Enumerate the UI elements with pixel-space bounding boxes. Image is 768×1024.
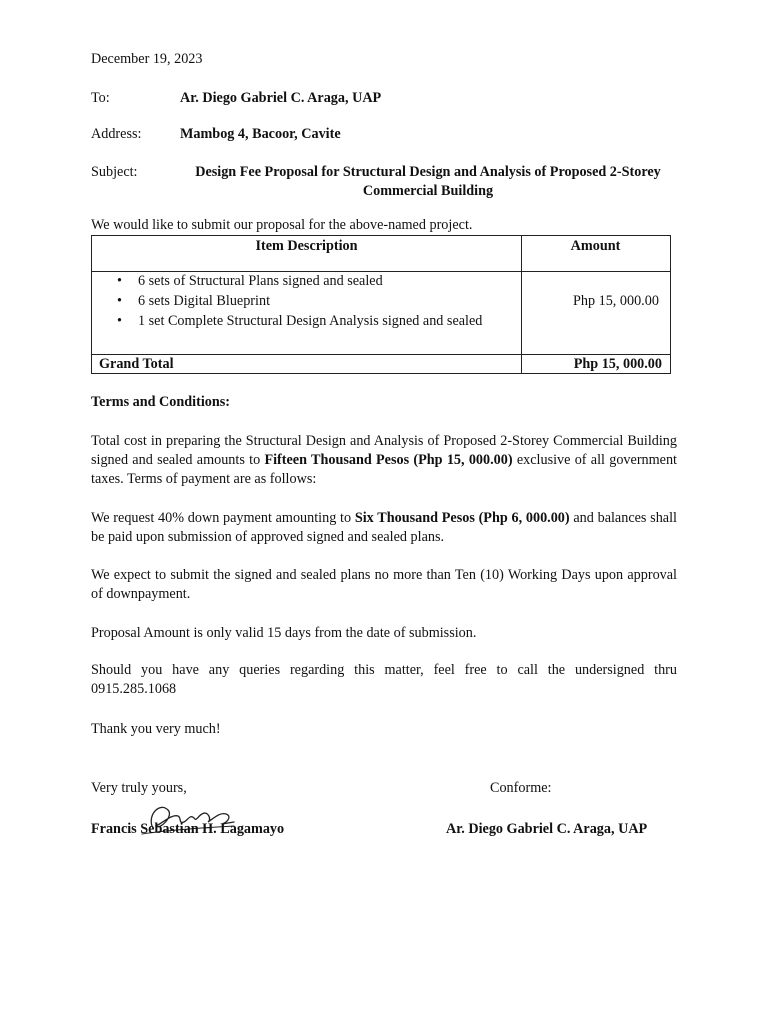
- item-list: [114, 272, 482, 332]
- subject-label: Subject:: [91, 164, 138, 180]
- paragraph-down-payment: We request 40% down payment amounting to Six Thousand Pesos (Php 6, 000.00) and balances shall be paid upon submission of approved signed and sealed plans.: [91, 510, 677, 545]
- list-item: • 6 sets Digital Blueprint: [117, 293, 271, 309]
- list-item: • 6 sets of Structural Plans signed and sealed: [117, 273, 383, 289]
- down-payment-amount: Six Thousand Pesos (Php 6, 000.00): [354, 510, 570, 526]
- address-value: Mambog 4, Bacoor, Cavite: [180, 126, 341, 142]
- intro-text: We would like to submit our proposal for the above-named project.: [91, 217, 473, 233]
- to-value: Ar. Diego Gabriel C. Araga, UAP: [180, 90, 382, 106]
- terms-heading: Terms and Conditions:: [91, 394, 231, 410]
- closing-left-label: Very truly yours,: [91, 780, 187, 796]
- paragraph-schedule: We expect to submit the signed and sealed plans no more than Ten (10) Working Days upon approval of downpayment.: [91, 567, 677, 602]
- total-cost-amount: Fifteen Thousand Pesos (Php 15, 000.00): [264, 452, 513, 468]
- bullet-icon: •: [117, 273, 122, 289]
- header-item-description: Item Description: [255, 238, 358, 254]
- address-label: Address:: [91, 126, 142, 142]
- bullet-icon: •: [117, 293, 122, 309]
- thank-you: Thank you very much!: [91, 721, 221, 737]
- signatory-left-name: Francis Sebastian H. Lagamayo: [91, 821, 285, 837]
- grand-total-label: Grand Total: [99, 356, 174, 372]
- paragraph-queries: Should you have any queries regarding this matter, feel free to call the undersigned thru 0915.285.1068: [91, 662, 677, 697]
- subject-line-1: Design Fee Proposal for Structural Design and Analysis of Proposed 2-Storey: [195, 164, 661, 180]
- closing-right-label: Conforme:: [490, 780, 552, 796]
- item-amount: Php 15, 000.00: [573, 293, 659, 309]
- signatory-right-name: Ar. Diego Gabriel C. Araga, UAP: [446, 821, 648, 837]
- column-divider: [521, 236, 522, 373]
- letter-date: December 19, 2023: [91, 51, 203, 67]
- header-amount: Amount: [570, 238, 621, 254]
- grand-total-amount: Php 15, 000.00: [573, 356, 662, 372]
- paragraph-total-cost: Total cost in preparing the Structural Design and Analysis of Proposed 2-Storey Commercial Building signed and sealed amounts to Fifteen Thousand Pesos (Php 15, 000.00) exclusive of all government taxes. Terms of payment are as follows:: [91, 433, 678, 487]
- to-label: To:: [91, 90, 110, 106]
- bullet-icon: •: [117, 313, 122, 329]
- fee-table: [91, 235, 671, 374]
- list-item: • 1 set Complete Structural Design Analysis signed and sealed: [117, 313, 483, 329]
- paragraph-validity: Proposal Amount is only valid 15 days from the date of submission.: [91, 625, 477, 641]
- subject-line-2: Commercial Building: [362, 183, 494, 199]
